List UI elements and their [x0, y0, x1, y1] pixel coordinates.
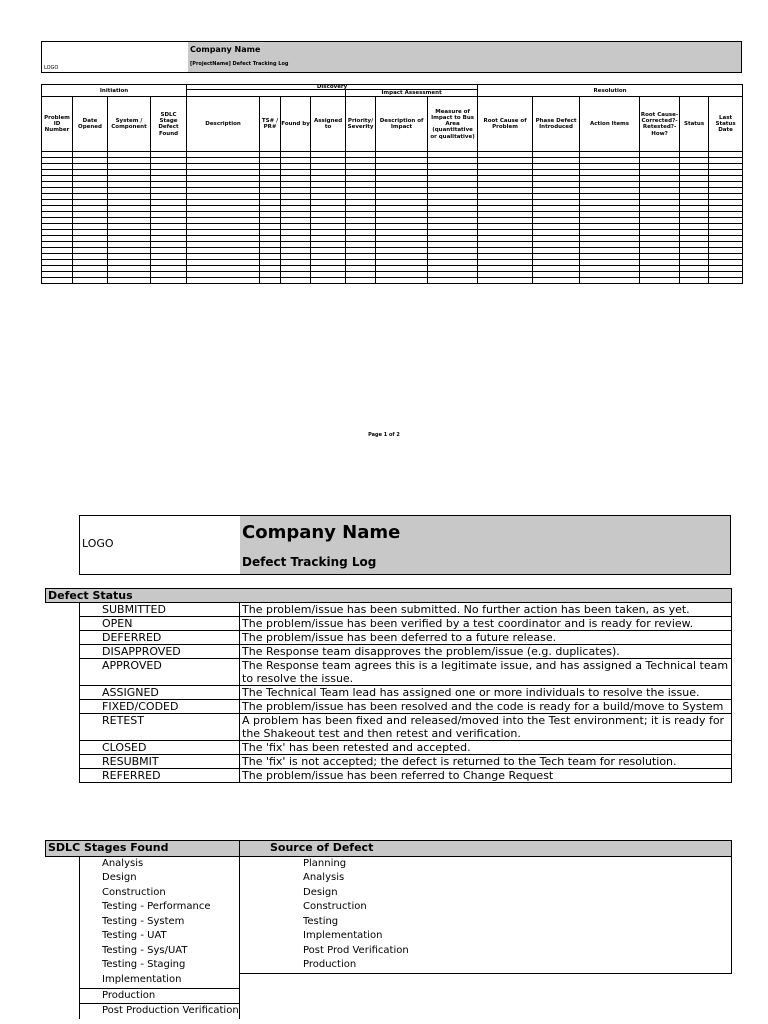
log-header	[41, 41, 742, 73]
column-header: SDLC Stage Defect Found	[151, 97, 187, 152]
status-description: The problem/issue has been deferred to a future release.	[240, 631, 732, 645]
sdlc-stages-title: SDLC Stages Found	[46, 841, 240, 857]
table-cell[interactable]	[281, 278, 311, 284]
table-cell[interactable]	[108, 278, 151, 284]
status-row	[46, 686, 732, 700]
discovery-spacer	[187, 90, 346, 97]
status-description: The 'fix' is not accepted; the defect is returned to the Tech team for resolution.	[240, 755, 732, 769]
status-row	[46, 659, 732, 686]
column-header: Description of Impact	[376, 97, 428, 152]
indent	[46, 617, 80, 631]
title-box-2	[240, 516, 730, 574]
column-header: Problem ID Number	[42, 97, 73, 152]
sdlc-row	[46, 958, 732, 973]
status-row	[46, 714, 732, 741]
indent	[46, 714, 80, 741]
defect-source: Post Prod Verification	[240, 944, 732, 959]
table-cell[interactable]	[580, 278, 640, 284]
defect-source: Analysis	[240, 871, 732, 886]
column-header: Found by	[281, 97, 311, 152]
defect-source: Construction	[240, 900, 732, 915]
table-cell[interactable]	[640, 278, 680, 284]
table-cell[interactable]	[680, 278, 709, 284]
status-row	[46, 645, 732, 659]
indent	[46, 871, 80, 886]
log-subtitle-2: Defect Tracking Log	[242, 555, 377, 569]
title-box	[188, 42, 741, 72]
status-code: RETEST	[80, 714, 240, 741]
table-cell[interactable]	[428, 278, 478, 284]
defect-status-title: Defect Status	[46, 589, 732, 603]
sdlc-row	[46, 886, 732, 901]
table-row	[42, 278, 743, 284]
table-cell[interactable]	[73, 278, 108, 284]
sdlc-stage: Design	[80, 871, 240, 886]
table-cell[interactable]	[346, 278, 376, 284]
indent	[46, 686, 80, 700]
status-description: The 'fix' has been retested and accepted.	[240, 741, 732, 755]
defect-source: Testing	[240, 915, 732, 930]
table-cell[interactable]	[533, 278, 580, 284]
status-row	[46, 755, 732, 769]
sdlc-row	[46, 856, 732, 871]
group-impact-assessment: Impact Assessment	[346, 90, 478, 97]
status-code: SUBMITTED	[80, 603, 240, 617]
column-header: Last Status Date	[709, 97, 743, 152]
legend-header	[79, 515, 731, 575]
status-code: CLOSED	[80, 741, 240, 755]
column-header: Action Items	[580, 97, 640, 152]
sdlc-row	[46, 1004, 732, 1019]
defect-source: Production	[240, 958, 732, 973]
status-row	[46, 631, 732, 645]
indent	[46, 755, 80, 769]
group-discovery: Discovery	[187, 85, 478, 90]
page-number: Page 1 of 2	[368, 432, 400, 438]
sdlc-row	[46, 929, 732, 944]
defect-status-table	[45, 588, 732, 783]
indent	[46, 929, 80, 944]
source-of-defect-title: Source of Defect	[240, 841, 732, 857]
empty-cell	[240, 973, 732, 988]
logo-label-2: LOGO	[82, 537, 114, 550]
sdlc-stage: Implementation	[80, 973, 240, 988]
table-cell[interactable]	[151, 278, 187, 284]
sdlc-row	[46, 871, 732, 886]
status-description: The problem/issue has been referred to Change Request	[240, 769, 732, 783]
indent	[46, 603, 80, 617]
status-code: OPEN	[80, 617, 240, 631]
column-header: TS# / PR#	[260, 97, 281, 152]
table-cell[interactable]	[311, 278, 346, 284]
indent	[46, 915, 80, 930]
status-code: FIXED/CODED	[80, 700, 240, 714]
indent	[46, 856, 80, 871]
column-header: Priority/ Severity	[346, 97, 376, 152]
status-code: REFERRED	[80, 769, 240, 783]
indent	[46, 973, 80, 988]
column-header: Date Opened	[73, 97, 108, 152]
column-header: Phase Defect Introduced	[533, 97, 580, 152]
sdlc-stage: Testing - Performance	[80, 900, 240, 915]
column-header: Root Cause of Problem	[478, 97, 533, 152]
indent	[46, 659, 80, 686]
column-header: Description	[187, 97, 260, 152]
sdlc-stages-table	[45, 840, 732, 1019]
company-name-2: Company Name	[242, 522, 401, 543]
status-code: DISAPPROVED	[80, 645, 240, 659]
status-description: The problem/issue has been submitted. No further action has been taken, as yet.	[240, 603, 732, 617]
empty-cell	[240, 1004, 732, 1019]
group-resolution: Resolution	[478, 85, 743, 97]
sdlc-stage: Post Production Verification	[80, 1004, 240, 1019]
sdlc-stage: Testing - Staging	[80, 958, 240, 973]
status-description: The Response team agrees this is a legitimate issue, and has assigned a Technical team to resolve the issue.	[240, 659, 732, 686]
status-row	[46, 700, 732, 714]
column-header: System / Component	[108, 97, 151, 152]
column-header: Root Cause-Corrected?-Retested?-How?	[640, 97, 680, 152]
table-cell[interactable]	[709, 278, 743, 284]
status-row	[46, 769, 732, 783]
indent	[46, 988, 80, 1004]
sdlc-stage: Testing - System	[80, 915, 240, 930]
indent	[46, 741, 80, 755]
sdlc-stage: Testing - Sys/UAT	[80, 944, 240, 959]
status-row	[46, 603, 732, 617]
indent	[46, 900, 80, 915]
sdlc-stage: Construction	[80, 886, 240, 901]
empty-cell	[240, 988, 732, 1004]
status-row	[46, 617, 732, 631]
sdlc-row	[46, 988, 732, 1004]
status-description: A problem has been fixed and released/moved into the Test environment; it is ready for the Shakeout test and then retest and verification.	[240, 714, 732, 741]
indent	[46, 645, 80, 659]
indent	[46, 944, 80, 959]
status-description: The Technical Team lead has assigned one or more individuals to resolve the issue.	[240, 686, 732, 700]
indent	[46, 1004, 80, 1019]
logo-label: LOGO	[44, 65, 59, 71]
group-initiation: Initiation	[42, 85, 187, 97]
column-header: Status	[680, 97, 709, 152]
status-row	[46, 741, 732, 755]
indent	[46, 631, 80, 645]
sdlc-stage: Analysis	[80, 856, 240, 871]
table-cell[interactable]	[42, 278, 73, 284]
status-description: The problem/issue has been verified by a test coordinator and is ready for review.	[240, 617, 732, 631]
logo-box	[42, 42, 189, 72]
status-code: RESUBMIT	[80, 755, 240, 769]
sdlc-stage: Production	[80, 988, 240, 1004]
indent	[46, 700, 80, 714]
table-cell[interactable]	[376, 278, 428, 284]
sdlc-row	[46, 944, 732, 959]
column-header: Measure of Impact to Bus Area (quantitative or qualitative)	[428, 97, 478, 152]
defect-source: Implementation	[240, 929, 732, 944]
table-cell[interactable]	[187, 278, 260, 284]
sdlc-row	[46, 973, 732, 988]
company-name: Company Name	[190, 45, 261, 54]
status-code: APPROVED	[80, 659, 240, 686]
table-cell[interactable]	[260, 278, 281, 284]
defect-source: Planning	[240, 856, 732, 871]
sdlc-row	[46, 915, 732, 930]
defect-log-table	[41, 84, 743, 284]
defect-source: Design	[240, 886, 732, 901]
status-description: The Response team disapproves the problem/issue (e.g. duplicates).	[240, 645, 732, 659]
sdlc-stage: Testing - UAT	[80, 929, 240, 944]
status-code: DEFERRED	[80, 631, 240, 645]
status-code: ASSIGNED	[80, 686, 240, 700]
sdlc-row	[46, 900, 732, 915]
indent	[46, 958, 80, 973]
logo-box-2	[80, 516, 241, 574]
table-cell[interactable]	[478, 278, 533, 284]
indent	[46, 886, 80, 901]
status-description: The problem/issue has been resolved and the code is ready for a build/move to System	[240, 700, 732, 714]
log-subtitle: [ProjectName] Defect Tracking Log	[190, 61, 289, 67]
column-header: Assigned to	[311, 97, 346, 152]
page-one	[0, 0, 768, 460]
indent	[46, 769, 80, 783]
